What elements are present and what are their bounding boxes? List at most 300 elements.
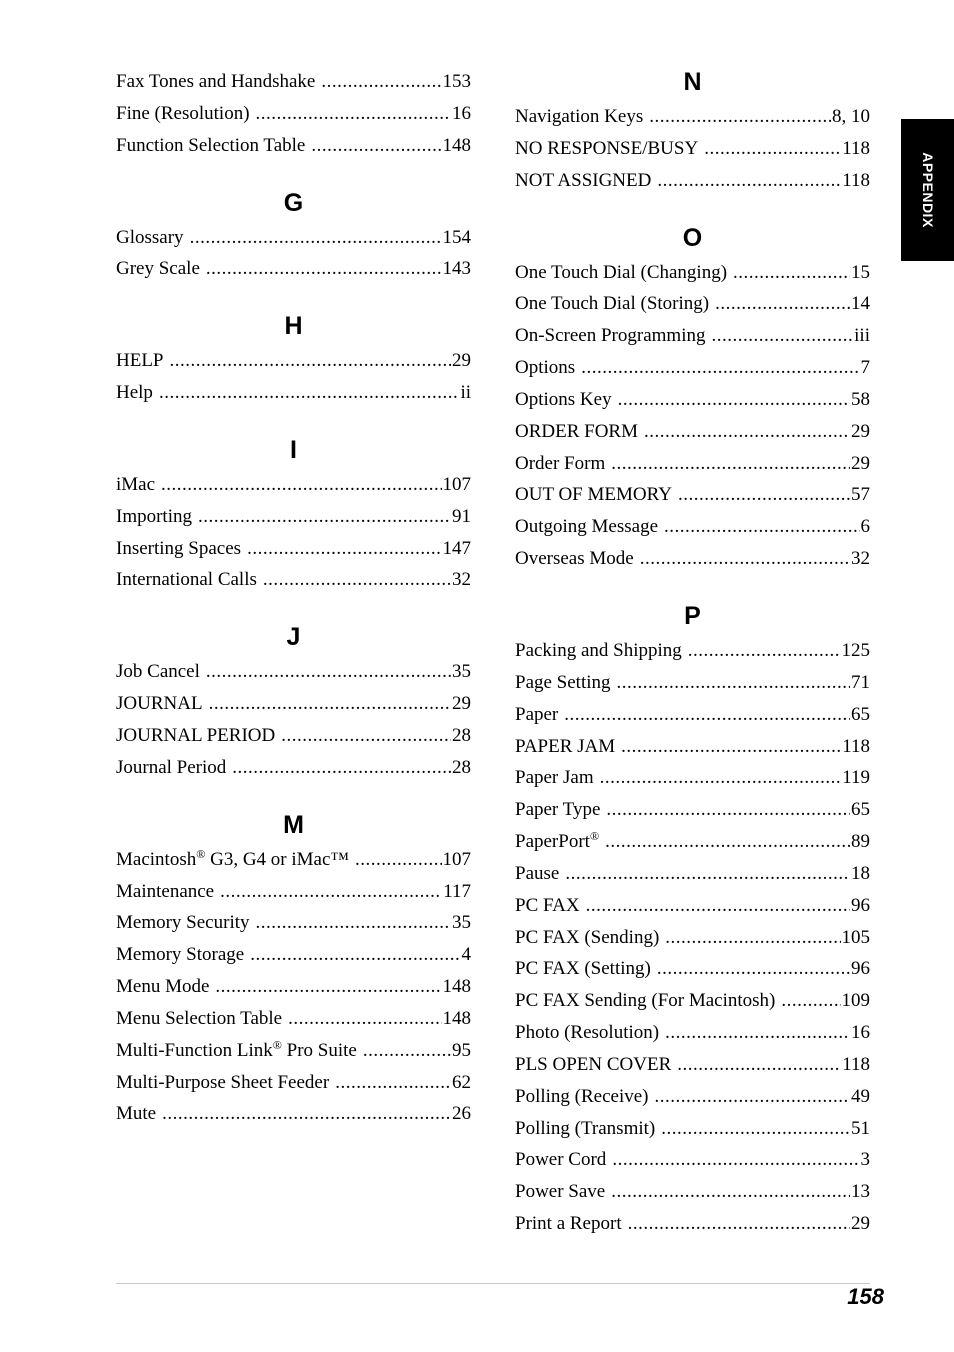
- index-entry: [515, 1144, 870, 1176]
- entry-term: [515, 1208, 628, 1240]
- dot-leader: [190, 222, 442, 254]
- dot-leader: [606, 794, 850, 826]
- entry-term: [515, 890, 586, 922]
- index-section: [116, 185, 471, 286]
- entry-term: [515, 1081, 655, 1113]
- entry-term-text: PC FAX: [515, 894, 580, 916]
- index-entry: [515, 731, 870, 763]
- section-letter: O: [682, 223, 703, 252]
- entry-term: [116, 501, 198, 533]
- index-entry: [116, 907, 471, 939]
- dot-leader: [161, 469, 441, 501]
- entry-term-text: Memory Storage: [116, 944, 245, 966]
- entry-term: [515, 288, 715, 320]
- entry-term: [515, 826, 605, 858]
- dot-leader: [288, 1003, 441, 1035]
- section-letter: G: [283, 188, 304, 217]
- entry-page: 118: [842, 137, 870, 159]
- entry-page: 107: [442, 473, 471, 495]
- entry-page: 13: [851, 1181, 870, 1203]
- index-entry: [515, 1081, 870, 1113]
- entry-term-text: OUT OF MEMORY: [515, 484, 672, 506]
- dot-leader: [677, 1049, 841, 1081]
- index-entry: [116, 1067, 471, 1099]
- entry-term: [515, 1017, 665, 1049]
- entry-page: 58: [851, 388, 870, 410]
- entry-term-text: Packing and Shipping: [515, 639, 682, 661]
- index-column-right: [515, 64, 870, 1240]
- entry-term-text: Journal Period: [116, 756, 227, 778]
- index-entry: [515, 543, 870, 575]
- entry-page: 28: [452, 724, 471, 746]
- entry-term-text: One Touch Dial (Changing): [515, 261, 728, 283]
- index-entry: [116, 688, 471, 720]
- index-entry: [515, 1176, 870, 1208]
- index-section: [515, 220, 870, 575]
- index-entry: [116, 844, 471, 876]
- section-letter: P: [684, 601, 701, 630]
- entry-term-text: JOURNAL: [116, 693, 203, 715]
- dot-leader: [628, 1208, 850, 1240]
- entry-page: 143: [442, 258, 471, 280]
- index-entry: [515, 699, 870, 731]
- dot-leader: [664, 511, 859, 543]
- index-entry: [515, 667, 870, 699]
- index-entry: [515, 101, 870, 133]
- entry-term-suffix: Pro Suite: [281, 1039, 357, 1061]
- entry-page: 8, 10: [832, 106, 870, 127]
- dot-leader: [586, 890, 850, 922]
- entry-term: [116, 564, 263, 596]
- index-section: [116, 308, 471, 409]
- entry-term: [116, 688, 209, 720]
- section-letter: M: [283, 810, 304, 839]
- entry-term: [515, 985, 781, 1017]
- entry-page: 51: [851, 1117, 870, 1139]
- entry-term-text: HELP: [116, 350, 164, 372]
- entry-page: 119: [842, 767, 870, 789]
- entry-term: [116, 971, 215, 1003]
- entry-term: [116, 752, 232, 784]
- entry-term-text: Multi-Function Link: [116, 1039, 273, 1061]
- entry-term: [116, 1098, 162, 1130]
- index-entry: [116, 501, 471, 533]
- index-entry: [515, 511, 870, 543]
- entry-term: [116, 876, 220, 908]
- entry-term-text: PC FAX (Sending): [515, 926, 660, 948]
- index-entry: [515, 384, 870, 416]
- entry-page: 29: [452, 350, 471, 372]
- dot-leader: [715, 288, 850, 320]
- index-entry: [515, 352, 870, 384]
- index-section: [116, 64, 471, 162]
- entry-term: [116, 130, 311, 162]
- entry-page: 49: [851, 1085, 870, 1107]
- dot-leader: [704, 133, 841, 165]
- entry-term: [116, 1035, 363, 1067]
- index-entry: [116, 939, 471, 971]
- footer-rule: [116, 1283, 870, 1284]
- dot-leader: [281, 720, 451, 752]
- entry-page: 16: [851, 1022, 870, 1044]
- dot-leader: [311, 130, 441, 162]
- index-entry: [515, 985, 870, 1017]
- entry-page: 89: [851, 831, 870, 853]
- entry-page: 62: [452, 1071, 471, 1093]
- entry-term: [515, 762, 600, 794]
- dot-leader: [355, 844, 441, 876]
- entry-term-text: PLS OPEN COVER: [515, 1053, 672, 1075]
- dot-leader: [209, 688, 451, 720]
- entry-term: [515, 667, 617, 699]
- entry-term-text: Menu Selection Table: [116, 1007, 283, 1029]
- entry-page: 7: [860, 357, 870, 379]
- entry-page: 32: [851, 548, 870, 570]
- dot-leader: [688, 635, 841, 667]
- entry-term-text: Options: [515, 357, 576, 379]
- index-entry: [515, 288, 870, 320]
- index-entry: [515, 320, 870, 352]
- entry-term: [515, 448, 611, 480]
- entry-page: 32: [452, 569, 471, 591]
- entry-term-text: PC FAX (Setting): [515, 958, 651, 980]
- dot-leader: [617, 667, 850, 699]
- entry-term-text: Paper: [515, 703, 559, 725]
- entry-term-text: Pause: [515, 862, 560, 884]
- dot-leader: [198, 501, 451, 533]
- dot-leader: [159, 377, 460, 409]
- index-entry: [515, 1208, 870, 1240]
- dot-leader: [256, 98, 451, 130]
- entry-page: 148: [442, 1007, 471, 1029]
- entry-page: 96: [851, 894, 870, 916]
- entry-term: [515, 699, 564, 731]
- entry-term-text: Polling (Transmit): [515, 1117, 656, 1139]
- dot-leader: [321, 66, 441, 98]
- entry-term: [515, 1113, 661, 1145]
- entry-page: 18: [851, 862, 870, 884]
- dot-leader: [657, 165, 841, 197]
- dot-leader: [644, 416, 850, 448]
- entry-term-text: Power Save: [515, 1181, 606, 1203]
- entry-term: [116, 656, 206, 688]
- entry-term-text: Options Key: [515, 388, 612, 410]
- entry-term-text: On-Screen Programming: [515, 325, 706, 347]
- entry-page: 57: [851, 484, 870, 506]
- entry-term-text: Paper Type: [515, 799, 601, 821]
- entry-term-text: NOT ASSIGNED: [515, 169, 652, 191]
- entry-term-suffix: G3, G4 or iMac™: [205, 848, 350, 870]
- entry-term-text: One Touch Dial (Storing): [515, 293, 710, 315]
- entry-page: 96: [851, 958, 870, 980]
- index-entry: [116, 469, 471, 501]
- dot-leader: [733, 257, 850, 289]
- entry-term-text: Grey Scale: [116, 258, 200, 280]
- dot-leader: [605, 826, 850, 858]
- index-entry: [116, 222, 471, 254]
- index-entry: [116, 656, 471, 688]
- entry-term: [515, 1176, 611, 1208]
- entry-term-text: Macintosh: [116, 848, 197, 870]
- entry-term: [515, 858, 565, 890]
- index-entry: [116, 377, 471, 409]
- entry-page: 3: [860, 1149, 870, 1171]
- dot-leader: [649, 101, 831, 133]
- entry-term: [515, 320, 711, 352]
- section-letter: H: [284, 312, 303, 341]
- entry-term: [116, 469, 161, 501]
- index-entry: [116, 98, 471, 130]
- dot-leader: [665, 1017, 850, 1049]
- index-entry: [116, 1098, 471, 1130]
- index-entry: [515, 762, 870, 794]
- entry-term: [515, 352, 581, 384]
- entry-term-text: Order Form: [515, 452, 606, 474]
- dot-leader: [363, 1035, 451, 1067]
- dot-leader: [655, 1081, 851, 1113]
- appendix-tab-label: APPENDIX: [919, 152, 936, 228]
- index-section: [515, 64, 870, 197]
- dot-leader: [600, 762, 842, 794]
- dot-leader: [678, 479, 850, 511]
- entry-page: 154: [442, 226, 471, 248]
- entry-page: 153: [442, 71, 471, 92]
- entry-term: [515, 922, 665, 954]
- entry-term-text: Glossary: [116, 226, 184, 248]
- entry-term: [116, 222, 190, 254]
- index-entry: [116, 1035, 471, 1067]
- dot-leader: [220, 876, 442, 908]
- entry-term: [116, 1003, 288, 1035]
- entry-page: 91: [452, 505, 471, 527]
- entry-page: ii: [460, 382, 471, 404]
- entry-term: [116, 66, 321, 98]
- section-letter: I: [290, 435, 297, 464]
- entry-page: 65: [851, 703, 870, 725]
- registered-mark: ®: [589, 829, 600, 844]
- entry-page: 118: [842, 1053, 870, 1075]
- entry-page: 28: [452, 756, 471, 778]
- entry-term: [515, 479, 678, 511]
- entry-term: [515, 133, 704, 165]
- entry-page: 29: [452, 693, 471, 715]
- entry-term: [116, 533, 247, 565]
- entry-term-text: Importing: [116, 505, 192, 527]
- entry-page: 117: [443, 880, 471, 902]
- index-entry: [515, 479, 870, 511]
- section-letter: J: [286, 623, 301, 652]
- page-number: 158: [847, 1284, 884, 1309]
- dot-leader: [611, 1176, 850, 1208]
- entry-page: 65: [851, 799, 870, 821]
- index-entry: [116, 720, 471, 752]
- entry-page: 14: [851, 293, 870, 315]
- entry-term: [116, 345, 170, 377]
- dot-leader: [335, 1067, 451, 1099]
- entry-term: [515, 384, 618, 416]
- entry-page: 125: [841, 639, 870, 661]
- index-entry: [515, 890, 870, 922]
- entry-page: 148: [442, 976, 471, 998]
- entry-page: 118: [842, 169, 870, 191]
- entry-term: [515, 1049, 677, 1081]
- index-entry: [515, 953, 870, 985]
- entry-term-text: NO RESPONSE/BUSY: [515, 137, 699, 159]
- index-entry: [515, 257, 870, 289]
- index-entry: [116, 345, 471, 377]
- entry-term-text: Job Cancel: [116, 661, 200, 683]
- dot-leader: [661, 1113, 850, 1145]
- entry-term-text: Menu Mode: [116, 976, 210, 998]
- entry-term: [116, 720, 281, 752]
- entry-page: 4: [461, 944, 471, 966]
- index-entry: [515, 1017, 870, 1049]
- appendix-tab: [901, 119, 954, 261]
- entry-page: 109: [841, 990, 870, 1012]
- dot-leader: [215, 971, 441, 1003]
- entry-term: [515, 635, 688, 667]
- entry-term: [116, 907, 256, 939]
- index-entry: [116, 564, 471, 596]
- entry-term-text: Mute: [116, 1103, 157, 1125]
- entry-term: [116, 253, 206, 285]
- entry-term: [116, 1067, 335, 1099]
- entry-page: 95: [452, 1039, 471, 1061]
- registered-mark: ®: [272, 1037, 282, 1052]
- index-entry: [116, 876, 471, 908]
- dot-leader: [612, 1144, 859, 1176]
- registered-mark: ®: [196, 846, 206, 861]
- entry-term-text: Overseas Mode: [515, 548, 634, 570]
- entry-term: [116, 377, 159, 409]
- index-entry: [515, 165, 870, 197]
- entry-page: iii: [854, 325, 870, 347]
- index-entry: [515, 133, 870, 165]
- entry-term-text: International Calls: [116, 569, 257, 591]
- entry-term-text: Page Setting: [515, 671, 611, 693]
- dot-leader: [206, 656, 451, 688]
- index-entry: [515, 826, 870, 858]
- entry-page: 6: [860, 516, 870, 538]
- dot-leader: [170, 345, 452, 377]
- entry-page: 29: [851, 452, 870, 474]
- dot-leader: [250, 939, 460, 971]
- entry-term-text: Print a Report: [515, 1213, 622, 1235]
- entry-term: [515, 165, 657, 197]
- index-entry: [515, 1113, 870, 1145]
- dot-leader: [256, 907, 451, 939]
- entry-term: [515, 1144, 612, 1176]
- entry-term-text: ORDER FORM: [515, 420, 638, 442]
- dot-leader: [640, 543, 850, 575]
- entry-page: 15: [851, 261, 870, 283]
- index-entry: [515, 448, 870, 480]
- entry-term-text: Navigation Keys: [515, 106, 644, 127]
- entry-page: 35: [452, 912, 471, 934]
- dot-leader: [618, 384, 850, 416]
- entry-term: [515, 794, 606, 826]
- index-entry: [116, 66, 471, 98]
- dot-leader: [665, 922, 840, 954]
- entry-term-text: Photo (Resolution): [515, 1022, 660, 1044]
- entry-term-text: Help: [116, 382, 153, 404]
- entry-page: 16: [452, 102, 471, 124]
- dot-leader: [781, 985, 840, 1017]
- entry-term-text: PC FAX Sending (For Macintosh): [515, 990, 776, 1012]
- entry-term-text: Fine (Resolution): [116, 102, 250, 124]
- index-entry: [515, 858, 870, 890]
- entry-term-text: Paper Jam: [515, 767, 594, 789]
- entry-page: 118: [842, 735, 870, 757]
- entry-term-text: Power Cord: [515, 1149, 607, 1171]
- entry-term: [116, 98, 256, 130]
- index-section: [116, 619, 471, 783]
- dot-leader: [581, 352, 859, 384]
- entry-page: 71: [851, 671, 870, 693]
- entry-page: 105: [841, 926, 870, 948]
- index-entry: [116, 1003, 471, 1035]
- entry-page: 148: [442, 134, 471, 156]
- index-section: [116, 807, 471, 1131]
- index-entry: [515, 1049, 870, 1081]
- index-entry: [116, 752, 471, 784]
- entry-term-text: Inserting Spaces: [116, 537, 242, 559]
- entry-term-text: Outgoing Message: [515, 516, 659, 538]
- entry-term: [515, 953, 657, 985]
- entry-term-text: Fax Tones and Handshake: [116, 71, 316, 92]
- entry-term: [515, 101, 649, 133]
- dot-leader: [263, 564, 451, 596]
- index-entry: [116, 130, 471, 162]
- entry-page: 107: [442, 848, 471, 870]
- dot-leader: [565, 858, 850, 890]
- dot-leader: [711, 320, 853, 352]
- dot-leader: [232, 752, 451, 784]
- index-section: [515, 598, 870, 1240]
- index-section: [116, 432, 471, 596]
- entry-term: [515, 543, 640, 575]
- entry-term: [515, 511, 664, 543]
- entry-term-text: iMac: [116, 473, 156, 495]
- dot-leader: [621, 731, 841, 763]
- dot-leader: [206, 253, 442, 285]
- index-column-left: [116, 64, 471, 1130]
- entry-page: 147: [442, 537, 471, 559]
- dot-leader: [162, 1098, 451, 1130]
- entry-term-text: JOURNAL PERIOD: [116, 724, 276, 746]
- entry-page: 29: [851, 420, 870, 442]
- entry-term: [515, 257, 733, 289]
- dot-leader: [247, 533, 441, 565]
- entry-term-text: Maintenance: [116, 880, 215, 902]
- index-entry: [116, 971, 471, 1003]
- entry-term-text: Function Selection Table: [116, 134, 306, 156]
- entry-term-text: Polling (Receive): [515, 1085, 649, 1107]
- entry-term-text: PaperPort: [515, 831, 590, 853]
- entry-term: [116, 844, 355, 876]
- dot-leader: [611, 448, 850, 480]
- dot-leader: [657, 953, 850, 985]
- entry-term: [515, 731, 621, 763]
- entry-term: [515, 416, 644, 448]
- index-entry: [515, 635, 870, 667]
- index-entry: [515, 922, 870, 954]
- entry-page: 26: [452, 1103, 471, 1125]
- entry-term-text: PAPER JAM: [515, 735, 616, 757]
- index-entry: [515, 794, 870, 826]
- index-entry: [116, 253, 471, 285]
- entry-page: 29: [851, 1213, 870, 1235]
